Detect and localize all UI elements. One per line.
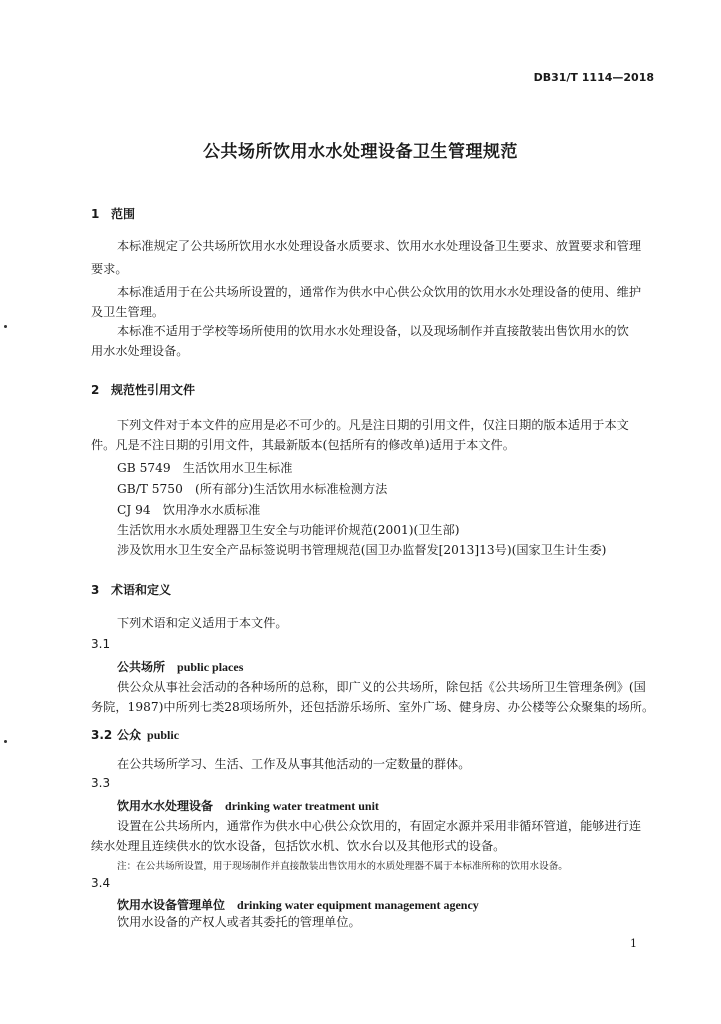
section-1-heading: 1 范围 xyxy=(91,207,136,221)
reference-item: 涉及饮用水卫生安全产品标签说明书管理规范(国卫办监督发[2013]13号)(国家卫生计生委) xyxy=(117,543,607,557)
term-definition: 供公众从事社会活动的各种场所的总称，即广义的公共场所，除包括《公共场所卫生管理条例》(国 xyxy=(117,680,646,694)
term-title: 饮用水水处理设备 drinking water treatment unit xyxy=(117,799,379,813)
term-definition: 在公共场所学习、生活、工作及从事其他活动的一定数量的群体。 xyxy=(117,757,471,771)
section-2-paragraph: 下列文件对于本文件的应用是必不可少的。凡是注日期的引用文件，仅注日期的版本适用于本文 xyxy=(117,418,629,432)
section-1-paragraph-3: 本标准不适用于学校等场所使用的饮用水水处理设备，以及现场制作并直接散装出售饮用水的饮 xyxy=(117,324,629,338)
term-number: 3.3 xyxy=(91,776,111,790)
reference-item: GB 5749 生活饮用水卫生标准 xyxy=(117,461,293,475)
term-number: 3.4 xyxy=(91,876,111,890)
section-1-paragraph-1-cont: 要求。 xyxy=(91,262,128,276)
reference-item: GB/T 5750 (所有部分)生活饮用水标准检测方法 xyxy=(117,482,388,496)
standard-code: DB31/T 1114—2018 xyxy=(533,71,654,84)
page-number: 1 xyxy=(630,937,637,950)
section-2-paragraph-cont: 件。凡是不注日期的引用文件，其最新版本(包括所有的修改单)适用于本文件。 xyxy=(91,438,515,452)
scan-mark xyxy=(4,740,7,743)
term-title: 饮用水设备管理单位 drinking water equipment management agency xyxy=(117,898,479,912)
term-definition-cont: 务院，1987)中所列七类28项场所外，还包括游乐场所、室外广场、健身房、办公楼等公众聚集的场所。 xyxy=(91,700,655,714)
section-2-heading: 2 规范性引用文件 xyxy=(91,383,196,397)
section-1-paragraph-2: 本标准适用于在公共场所设置的，通常作为供水中心供公众饮用的饮用水水处理设备的使用、维护 xyxy=(117,285,642,299)
term-definition-cont: 续水处理且连续供水的饮水设备，包括饮水机、饮水台以及其他形式的设备。 xyxy=(91,839,506,853)
reference-item: CJ 94 饮用净水水质标准 xyxy=(117,503,261,517)
scan-mark xyxy=(4,325,7,328)
section-3-intro: 下列术语和定义适用于本文件。 xyxy=(117,616,288,630)
term-definition: 饮用水设备的产权人或者其委托的管理单位。 xyxy=(117,915,361,929)
term-note: 注：在公共场所设置，用于现场制作并直接散装出售饮用水的水质处理器不属于本标准所称的饮用水设备。 xyxy=(117,861,568,872)
section-1-paragraph-2-cont: 及卫生管理。 xyxy=(91,305,165,319)
reference-item: 生活饮用水水质处理器卫生安全与功能评价规范(2001)(卫生部) xyxy=(117,523,460,537)
section-1-paragraph-1: 本标准规定了公共场所饮用水水处理设备水质要求、饮用水水处理设备卫生要求、放置要求和管理 xyxy=(117,239,642,253)
section-1-paragraph-3-cont: 用水水处理设备。 xyxy=(91,344,189,358)
term-title: 公共场所 public places xyxy=(117,660,244,674)
term-title: 3.2 公众 public xyxy=(91,728,180,742)
term-definition: 设置在公共场所内，通常作为供水中心供公众饮用的，有固定水源并采用非循环管道，能够进行连 xyxy=(117,819,642,833)
term-number: 3.1 xyxy=(91,637,111,651)
section-3-heading: 3 术语和定义 xyxy=(91,583,172,597)
document-title: 公共场所饮用水水处理设备卫生管理规范 xyxy=(203,142,518,162)
